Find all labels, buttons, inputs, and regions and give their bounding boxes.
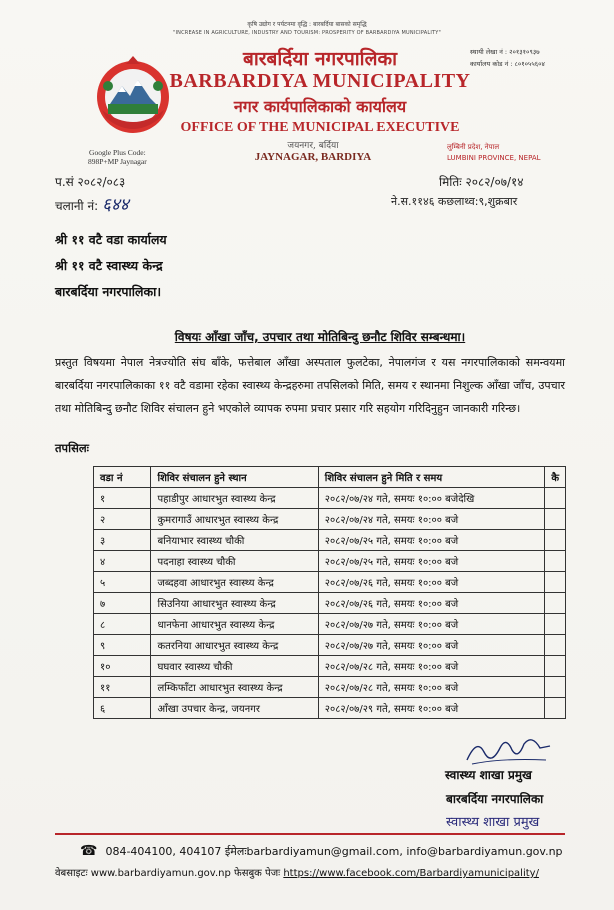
office-codes xyxy=(470,46,545,70)
addressee-line: श्री ११ वटै वडा कार्यालय xyxy=(55,232,167,247)
cell-datetime: २०८२/०७/२८ गते, समयः १०:०० बजे xyxy=(318,656,545,677)
dispatch-value: ६४४ xyxy=(102,195,129,215)
cell-remark xyxy=(545,572,566,593)
cell-remark xyxy=(545,509,566,530)
details-label: तपसिलः xyxy=(55,441,89,455)
office-name-english: OFFICE OF THE MUNICIPAL EXECUTIVE xyxy=(180,120,460,135)
dispatch-number xyxy=(55,192,129,215)
cell-remark xyxy=(545,635,566,656)
cell-ward: ११ xyxy=(94,677,151,698)
cell-place: पहाडीपुर आधारभुत स्वास्थ्य केन्द्र xyxy=(151,488,318,509)
table-row xyxy=(94,635,566,656)
signature-mark xyxy=(462,730,552,770)
cell-remark xyxy=(545,698,566,719)
office-name-nepali: नगर कार्यपालिकाको कार्यालय xyxy=(233,97,407,116)
account-number: स्थायी लेखा नं : २०१३१०९३७ xyxy=(470,48,540,56)
letter-reference-number: प.सं २०८२/०८३ xyxy=(55,175,126,189)
municipality-name-english: BARBARDIYA MUNICIPALITY xyxy=(169,70,471,92)
cell-ward: २ xyxy=(94,509,151,530)
official-stamp-text: स्वास्थ्य शाखा प्रमुख xyxy=(446,815,540,830)
cell-place: लम्किफाँटा आधारभुत स्वास्थ्य केन्द्र xyxy=(151,677,318,698)
facebook-link[interactable]: https://www.facebook.com/Barbardiyamunicipality/ xyxy=(283,868,539,879)
office-code: कार्यालय कोड नं : ८०१०५५६०४ xyxy=(470,60,545,68)
table-row xyxy=(94,677,566,698)
table-row xyxy=(94,509,566,530)
website-text: वेबसाइटः www.barbardiyamun.gov.np फेसबुक पेजः xyxy=(55,868,281,879)
phone-icon: ☎ xyxy=(80,843,98,859)
header-remark: कै xyxy=(545,467,566,488)
cell-datetime: २०८२/०७/२४ गते, समयः १०:०० बजे xyxy=(318,509,545,530)
signatory-organization: बारबर्दिया नगरपालिका xyxy=(446,792,544,806)
cell-place: कुमरागाउँ आधारभुत स्वास्थ्य केन्द्र xyxy=(151,509,318,530)
motto-nepali: कृषि उद्योग र पर्यटनमा वृद्धि : बारबर्दिया बासको समृद्धि xyxy=(247,21,367,28)
cell-datetime: २०८२/०७/२५ गते, समयः १०:०० बजे xyxy=(318,551,545,572)
table-row xyxy=(94,530,566,551)
province-nepali: लुम्बिनी प्रदेश, नेपाल xyxy=(447,143,500,151)
footer-contact xyxy=(80,843,563,859)
table-row xyxy=(94,551,566,572)
cell-place: पदनाहा स्वास्थ्य चौकी xyxy=(151,551,318,572)
cell-datetime: २०८२/०७/२७ गते, समयः १०:०० बजे xyxy=(318,635,545,656)
cell-place: आँखा उपचार केन्द्र, जयनगर xyxy=(151,698,318,719)
cell-ward: ९ xyxy=(94,635,151,656)
cell-remark xyxy=(545,530,566,551)
letter-body: प्रस्तुत विषयमा नेपाल नेत्रज्योति संघ बाँके, फत्तेबाल आँखा अस्पताल फुलटेका, नेपालगंज र यस नगरपालिकाको समन्वयमा बारबर्दिया नगरपालिकाका ११ वटै वडामा रहेका स्वास्थ्य केन्द्रहरुमा तपसिलको मिति, समय र स्थानमा निशुल्क आँखा जाँच, उपचार तथा मोतिबिन्दु छनौट शिविर संचालन हुने भएकोले व्यापक रुपमा प्रचार प्रसार गरि सहयोग गरिदिनुहुन जानकारी गरिन्छ। xyxy=(55,356,565,416)
cell-ward: ७ xyxy=(94,593,151,614)
cell-place: बनियाभार स्वास्थ्य चौकी xyxy=(151,530,318,551)
footer-divider xyxy=(55,833,565,835)
addressee-line: श्री ११ वटै स्वास्थ्य केन्द्र xyxy=(55,258,163,273)
table-header-row xyxy=(94,467,566,488)
cell-ward: ३ xyxy=(94,530,151,551)
cell-ward: १० xyxy=(94,656,151,677)
nepal-sambat-date: ने.स.११४६ कछलाथ्व:९,शुक्रबार xyxy=(391,195,518,208)
camp-schedule-table xyxy=(93,466,566,719)
table-row xyxy=(94,614,566,635)
dispatch-label: चलानी नं: xyxy=(55,199,99,213)
header-datetime: शिविर संचालन हुने मिति र समय xyxy=(318,467,545,488)
cell-datetime: २०८२/०७/२६ गते, समयः १०:०० बजे xyxy=(318,572,545,593)
cell-place: जब्दहवा आधारभुत स्वास्थ्य केन्द्र xyxy=(151,572,318,593)
cell-remark xyxy=(545,656,566,677)
motto-english: "INCREASE IN AGRICULTURE, INDUSTRY AND TOURISM: PROSPERITY OF BARBARDIYA MUNICIPALITY" xyxy=(172,30,442,36)
table-row xyxy=(94,593,566,614)
header-ward: वडा नं xyxy=(94,467,151,488)
cell-ward: ५ xyxy=(94,572,151,593)
signatory-title: स्वास्थ्य शाखा प्रमुख xyxy=(445,768,532,782)
cell-datetime: २०८२/०७/२६ गते, समयः १०:०० बजे xyxy=(318,593,545,614)
cell-ward: ४ xyxy=(94,551,151,572)
province xyxy=(447,142,541,164)
contact-text: 084-404100, 404107 ईमेलःbarbardiyamun@gmail.com, info@barbardiyamun.gov.np xyxy=(105,845,563,858)
cell-place: धानफेना आधारभुत स्वास्थ्य केन्द्र xyxy=(151,614,318,635)
cell-place: घघवार स्वास्थ्य चौकी xyxy=(151,656,318,677)
cell-datetime: २०८२/०७/२९ गते, समयः १०:०० बजे xyxy=(318,698,545,719)
cell-ward: ८ xyxy=(94,614,151,635)
cell-datetime: २०८२/०७/२५ गते, समयः १०:०० बजे xyxy=(318,530,545,551)
office-location xyxy=(228,138,398,163)
cell-remark xyxy=(545,593,566,614)
letter-date: मितिः २०८२/०७/१४ xyxy=(439,175,524,189)
cell-remark xyxy=(545,614,566,635)
table-row xyxy=(94,488,566,509)
table-row xyxy=(94,572,566,593)
cell-remark xyxy=(545,551,566,572)
header-place: शिविर संचालन हुने स्थान xyxy=(151,467,318,488)
municipality-name-nepali: बारबर्दिया नगरपालिका xyxy=(243,48,397,70)
province-english: LUMBINI PROVINCE, NEPAL xyxy=(447,154,541,162)
cell-place: सिउनिया आधारभुत स्वास्थ्य केन्द्र xyxy=(151,593,318,614)
cell-remark xyxy=(545,677,566,698)
letter-subject: विषयः आँखा जाँच, उपचार तथा मोतिबिन्दु छनौट शिविर सम्बन्धमा। xyxy=(174,330,466,344)
cell-datetime: २०८२/०७/२४ गते, समयः १०:०० बजेदेखि xyxy=(318,488,545,509)
cell-datetime: २०८२/०७/२७ गते, समयः १०:०० बजे xyxy=(318,614,545,635)
table-row xyxy=(94,698,566,719)
cell-ward: १ xyxy=(94,488,151,509)
cell-ward: ६ xyxy=(94,698,151,719)
location-english: JAYNAGAR, BARDIYA xyxy=(254,151,372,163)
addressee-line: बारबर्दिया नगरपालिका। xyxy=(55,284,162,299)
cell-datetime: २०८२/०७/२८ गते, समयः १०:०० बजे xyxy=(318,677,545,698)
google-plus-code: Google Plus Code: 898P+MP Jaynagar xyxy=(88,148,147,166)
table-row xyxy=(94,656,566,677)
cell-place: कतरनिया आधारभुत स्वास्थ्य केन्द्र xyxy=(151,635,318,656)
location-nepali: जयनगर, बर्दिया xyxy=(287,141,339,151)
footer-web xyxy=(55,865,539,879)
cell-remark xyxy=(545,488,566,509)
